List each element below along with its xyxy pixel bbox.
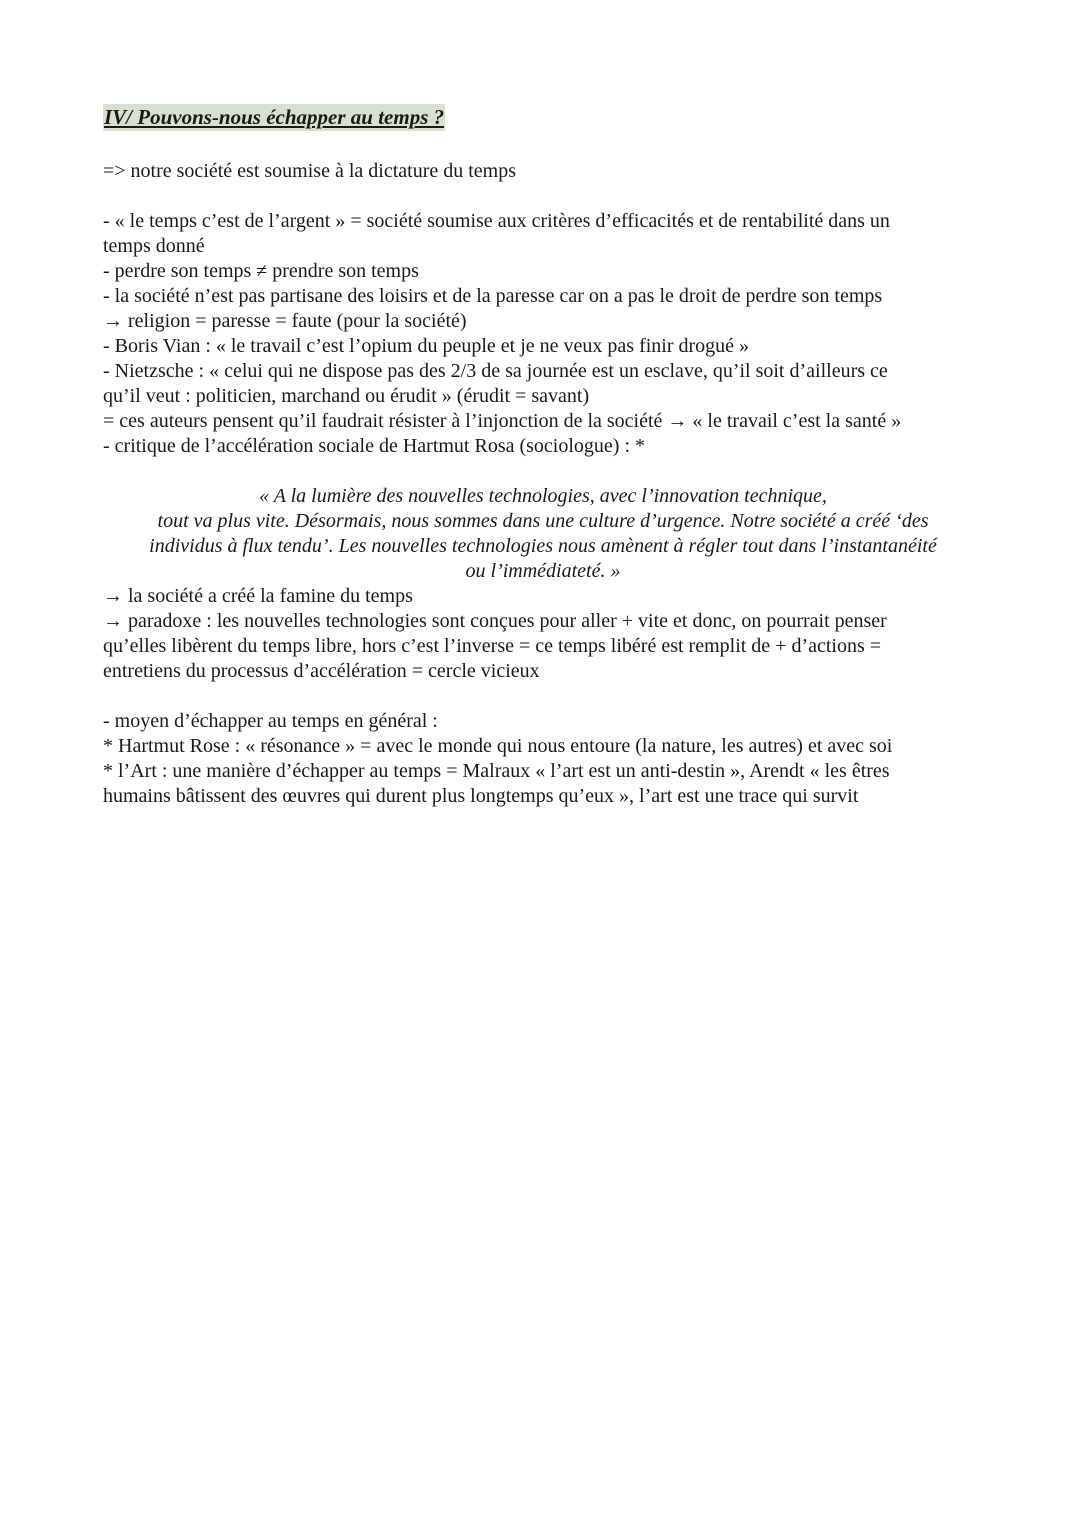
- text-line: = ces auteurs pensent qu’il faudrait résister à l’injonction de la société → « le travail c’est la santé »: [103, 410, 902, 432]
- section-heading-wrap: [103, 104, 983, 132]
- text-line: * Hartmut Rose : « résonance » = avec le monde qui nous entoure (la nature, les autres) et avec soi: [103, 735, 893, 757]
- quote-line: ou l’immédiateté. »: [465, 560, 621, 582]
- document-page: [103, 104, 983, 809]
- text-line: temps donné: [103, 235, 205, 257]
- section-heading: IV/ Pouvons-nous échapper au temps ?: [104, 105, 445, 129]
- text-line: → paradoxe : les nouvelles technologies sont conçues pour aller + vite et donc, on pourrait penser: [103, 610, 887, 632]
- text-line: - « le temps c’est de l’argent » = société soumise aux critères d’efficacités et de rentabilité dans un: [103, 210, 890, 232]
- quote-line: « A la lumière des nouvelles technologies, avec l’innovation technique,: [259, 485, 827, 507]
- text-line: humains bâtissent des œuvres qui durent plus longtemps qu’eux », l’art est une trace qui survit: [103, 785, 859, 807]
- rosa-quote: [103, 484, 983, 584]
- text-line: - la société n’est pas partisane des loisirs et de la paresse car on a pas le droit de perdre son temps: [103, 285, 883, 307]
- text-line: → la société a créé la famine du temps: [103, 585, 413, 607]
- text-line: qu’elles libèrent du temps libre, hors c’est l’inverse = ce temps libéré est remplit de + d’actions =: [103, 635, 882, 657]
- text-line: entretiens du processus d’accélération = cercle vicieux: [103, 660, 540, 682]
- text-line: - Boris Vian : « le travail c’est l’opium du peuple et je ne veux pas finir drogué »: [103, 335, 750, 357]
- text-line: qu’il veut : politicien, marchand ou érudit » (érudit = savant): [103, 385, 590, 407]
- text-line: → religion = paresse = faute (pour la société): [103, 310, 467, 332]
- notes-block-2: [103, 584, 983, 684]
- text-line: - moyen d’échapper au temps en général :: [103, 710, 438, 732]
- intro-line: => notre société est soumise à la dictature du temps: [103, 160, 516, 182]
- text-line: - Nietzsche : « celui qui ne dispose pas des 2/3 de sa journée est un esclave, qu’il soit d’ailleurs ce: [103, 360, 888, 382]
- quote-line: individus à flux tendu’. Les nouvelles technologies nous amènent à régler tout dans l’instantanéité: [149, 535, 937, 557]
- text-line: * l’Art : une manière d’échapper au temps = Malraux « l’art est un anti-destin », Arendt « les êtres: [103, 760, 890, 782]
- notes-block-1: [103, 209, 983, 459]
- text-line: - critique de l’accélération sociale de Hartmut Rosa (sociologue) : *: [103, 435, 646, 457]
- quote-line: tout va plus vite. Désormais, nous sommes dans une culture d’urgence. Notre société a créé ‘des: [157, 510, 929, 532]
- notes-block-3: [103, 709, 983, 809]
- text-line: - perdre son temps ≠ prendre son temps: [103, 260, 419, 282]
